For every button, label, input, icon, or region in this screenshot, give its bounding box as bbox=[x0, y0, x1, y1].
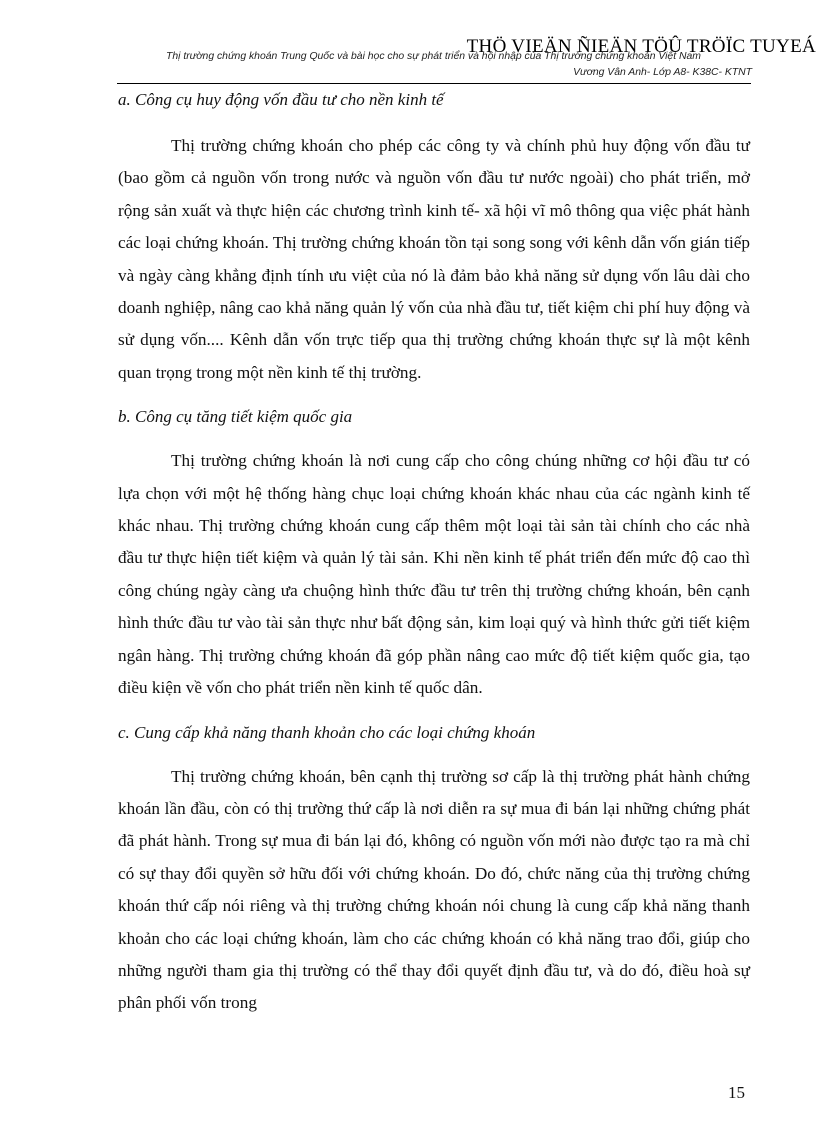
section-b-heading: b. Công cụ tăng tiết kiệm quốc gia bbox=[118, 407, 353, 427]
document-body bbox=[118, 84, 750, 1020]
running-title: Thị trường chứng khoán Trung Quốc và bài học cho sự phát triển và hội nhập của Thị trường chứng khoán Việt Nam bbox=[166, 51, 701, 62]
page-number: 15 bbox=[728, 1083, 745, 1102]
section-c-heading: c. Cung cấp khả năng thanh khoản cho các loại chứng khoán bbox=[118, 722, 536, 742]
section-c-paragraph: Thị trường chứng khoán, bên cạnh thị trường sơ cấp là thị trường phát hành chứng khoán lần đầu, còn có thị trường thứ cấp là nơi diễn ra sự mua đi bán lại những chứng phát đã phát hành. Trong sự mua đi bán lại đó, không có nguồn vốn mới nào được tạo ra mà chỉ có sự thay đổi quyền sở hữu đối với chứng khoán. Do đó, chức năng của thị trường chứng khoán thứ cấp nói riêng và thị trường chứng khoán nói chung là cung cấp khả năng thanh khoản cho các loại chứng khoán, làm cho các chứng khoán có khả năng trao đổi, giúp cho những người tham gia thị trường có thể thay đổi quyết định đầu tư, và do đó, điều hoà sự phân phối vốn trong bbox=[118, 766, 750, 1013]
section-b-paragraph: Thị trường chứng khoán là nơi cung cấp cho công chúng những cơ hội đầu tư có lựa chọn với một hệ thống hàng chục loại chứng khoán khác nhau của các ngành kinh tế khác nhau. Thị trường chứng khoán cung cấp thêm một loại tài sản tài chính cho các nhà đầu tư thực hiện tiết kiệm và quản lý tài sản. Khi nền kinh tế phát triển đến mức độ cao thì công chúng ngày càng ưa chuộng hình thức đầu tư trên thị trường chứng khoán, bên cạnh hình thức đầu tư vào tài sản thực như bất động sản, kim loại quý và hình thức gửi tiết kiệm ngân hàng. Thị trường chứng khoán đã góp phần nâng cao mức độ tiết kiệm quốc gia, tạo điều kiện về vốn cho phát triển nền kinh tế quốc dân. bbox=[118, 451, 750, 698]
watermark-text: THÖ VIEÄN ÑIEÄN TÖÛ TRÖÏC TUYEÁ bbox=[466, 36, 816, 57]
author-line: Vương Vân Anh- Lớp A8- K38C- KTNT bbox=[573, 67, 752, 78]
section-a-heading: a. Công cụ huy động vốn đầu tư cho nền kinh tế bbox=[118, 90, 444, 109]
section-a-paragraph: Thị trường chứng khoán cho phép các công ty và chính phủ huy động vốn đầu tư (bao gồm cả nguồn vốn trong nước và nguồn vốn đầu tư nước ngoài) cho phát triển, mở rộng sản xuất và thực hiện các chương trình kinh tế- xã hội vĩ mô thông qua việc phát hành các loại chứng khoán. Thị trường chứng khoán tồn tại song song với kênh dẫn vốn gián tiếp và ngày càng khẳng định tính ưu việt của nó là đảm bảo khả năng sử dụng vốn lâu dài cho doanh nghiệp, nâng cao khả năng quản lý vốn của nhà đầu tư, tiết kiệm chi phí huy động và sử dụng vốn.... Kênh dẫn vốn trực tiếp qua thị trường chứng khoán thực sự là một kênh quan trọng trong một nền kinh tế thị trường. bbox=[118, 136, 750, 382]
